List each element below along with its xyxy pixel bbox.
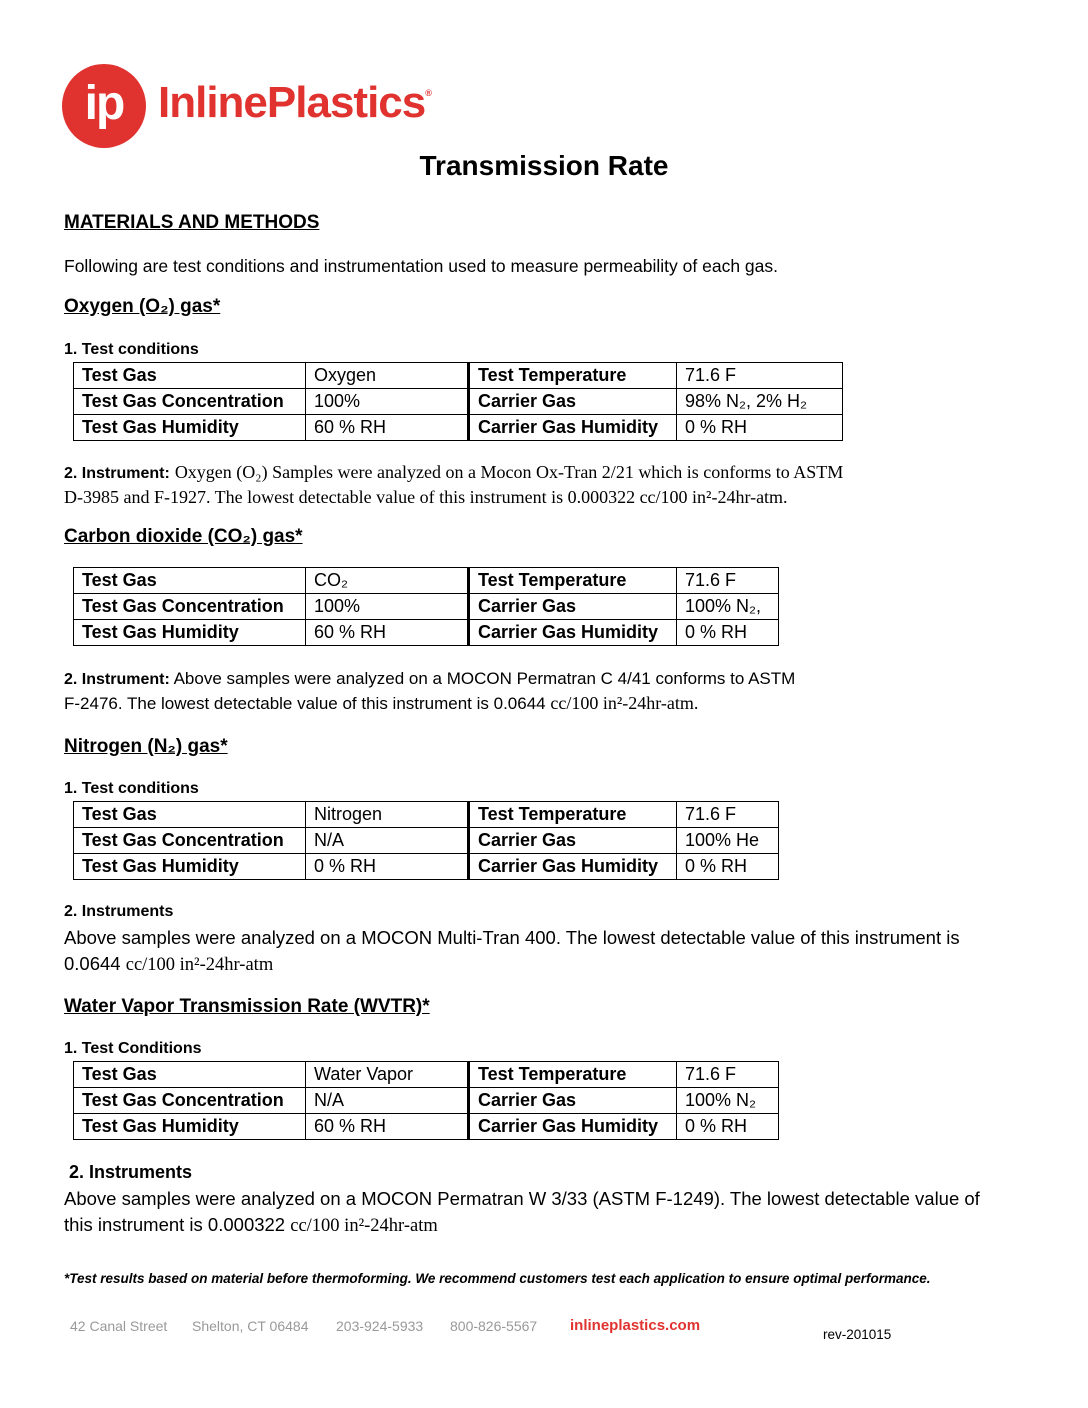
nitrogen-conditions-table <box>73 801 779 880</box>
table-cell: Test Gas <box>74 568 306 594</box>
table-row <box>74 854 779 880</box>
table-row <box>74 802 779 828</box>
table-cell: Carrier Gas <box>469 594 677 620</box>
company-logo <box>62 64 462 148</box>
nitrogen-conditions-label: 1. Test conditions <box>64 780 199 797</box>
table-row <box>74 1062 779 1088</box>
wvtr-instrument-label: 2. Instruments <box>69 1162 193 1182</box>
oxygen-conditions-label: 1. Test conditions <box>64 341 199 358</box>
oxygen-conditions-table <box>73 362 843 441</box>
table-cell: Test Temperature <box>469 568 677 594</box>
co2-instrument-line2 <box>64 693 698 714</box>
table-cell: 60 % RH <box>306 620 469 646</box>
table-cell: 100% <box>306 594 469 620</box>
table-cell: Test Gas Humidity <box>74 854 306 880</box>
revision-label: rev-201015 <box>823 1327 892 1342</box>
table-cell: 98% N₂, 2% H₂ <box>677 389 843 415</box>
table-cell: CO₂ <box>306 568 469 594</box>
nitrogen-instrument-line2b: cc/100 in²-24hr-atm <box>125 955 274 975</box>
table-row <box>74 828 779 854</box>
table-cell: Carrier Gas <box>469 389 677 415</box>
table-cell: 0 % RH <box>306 854 469 880</box>
table-cell: 0 % RH <box>677 620 779 646</box>
table-cell: Test Gas Concentration <box>74 828 306 854</box>
footer-city: Shelton, CT 06484 <box>192 1318 309 1334</box>
wvtr-instrument-line2 <box>64 1214 438 1237</box>
table-cell: Carrier Gas Humidity <box>469 854 677 880</box>
table-cell: Test Gas Concentration <box>74 389 306 415</box>
nitrogen-instrument-line2a: 0.0644 <box>64 953 121 974</box>
table-cell: Test Gas Humidity <box>74 415 306 441</box>
wvtr-conditions-table <box>73 1061 779 1140</box>
table-row <box>74 363 843 389</box>
table-cell: Carrier Gas Humidity <box>469 415 677 441</box>
materials-methods-heading: MATERIALS AND METHODS <box>64 212 320 233</box>
table-cell: 0 % RH <box>677 1114 779 1140</box>
table-row <box>74 1088 779 1114</box>
oxygen-instrument-line2: D-3985 and F-1927. The lowest detectable value of this instrument is 0.000322 cc/100 in²-24hr-atm. <box>64 487 788 507</box>
table-cell: N/A <box>306 828 469 854</box>
wvtr-heading: Water Vapor Transmission Rate (WVTR)* <box>64 996 430 1017</box>
table-cell: Test Gas <box>74 1062 306 1088</box>
table-cell: Test Gas Concentration <box>74 1088 306 1114</box>
oxygen-heading: Oxygen (O₂) gas* <box>64 296 221 317</box>
oxygen-instrument <box>64 462 843 483</box>
nitrogen-instrument-line2 <box>64 953 273 976</box>
co2-instrument-line2a: F-2476. The lowest detectable value of this instrument is 0.0644 <box>64 694 546 713</box>
table-cell: Test Gas Humidity <box>74 1114 306 1140</box>
wvtr-instrument-line1: Above samples were analyzed on a MOCON Permatran W 3/33 (ASTM F-1249). The lowest detectable value of <box>64 1188 980 1209</box>
table-row <box>74 389 843 415</box>
table-cell: Test Gas Humidity <box>74 620 306 646</box>
table-cell: 100% <box>306 389 469 415</box>
table-cell: Test Gas <box>74 363 306 389</box>
nitrogen-instrument-line1: Above samples were analyzed on a MOCON Multi-Tran 400. The lowest detectable value of this instrument is <box>64 927 960 948</box>
wvtr-instrument-line2b: cc/100 in²-24hr-atm <box>290 1216 438 1236</box>
table-cell: 71.6 F <box>677 363 843 389</box>
table-cell: Test Temperature <box>469 1062 677 1088</box>
table-cell: N/A <box>306 1088 469 1114</box>
co2-instrument-line1: Above samples were analyzed on a MOCON Permatran C 4/41 conforms to ASTM <box>173 669 796 688</box>
footer-address: 42 Canal Street <box>70 1318 168 1334</box>
table-cell: Carrier Gas Humidity <box>469 620 677 646</box>
table-cell: Nitrogen <box>306 802 469 828</box>
table-cell: Test Temperature <box>469 802 677 828</box>
table-cell: Carrier Gas Humidity <box>469 1114 677 1140</box>
table-cell: 60 % RH <box>306 1114 469 1140</box>
page-title: Transmission Rate <box>419 150 669 181</box>
table-row <box>74 594 779 620</box>
table-row <box>74 415 843 441</box>
wvtr-instrument-line2a: this instrument is 0.000322 <box>64 1214 286 1235</box>
table-row <box>74 1114 779 1140</box>
co2-instrument-line2b: cc/100 in²-24hr-atm. <box>550 693 699 713</box>
co2-instrument <box>64 669 795 689</box>
logo-mark: ip <box>62 64 146 148</box>
co2-instrument-label: 2. Instrument: <box>64 671 170 688</box>
table-cell: Test Gas <box>74 802 306 828</box>
table-cell: Oxygen <box>306 363 469 389</box>
logo-wordmark <box>158 78 431 128</box>
table-row <box>74 620 779 646</box>
footer-website-link[interactable]: inlineplastics.com <box>570 1317 701 1334</box>
footer-phone-2: 800-826-5567 <box>450 1318 538 1334</box>
table-cell: 100% He <box>677 828 779 854</box>
table-cell: 71.6 F <box>677 1062 779 1088</box>
table-cell: 0 % RH <box>677 415 843 441</box>
table-cell: Carrier Gas <box>469 1088 677 1114</box>
wvtr-conditions-label: 1. Test Conditions <box>64 1040 202 1057</box>
table-cell: 100% N₂ <box>677 1088 779 1114</box>
table-cell: Carrier Gas <box>469 828 677 854</box>
nitrogen-heading: Nitrogen (N₂) gas* <box>64 736 228 757</box>
table-cell: 71.6 F <box>677 568 779 594</box>
oxygen-instrument-line1: Oxygen (O₂) Samples were analyzed on a Mocon Ox-Tran 2/21 which is conforms to ASTM <box>174 462 844 482</box>
table-cell: 60 % RH <box>306 415 469 441</box>
co2-conditions-table <box>73 567 779 646</box>
table-cell: 0 % RH <box>677 854 779 880</box>
table-cell: Test Gas Concentration <box>74 594 306 620</box>
table-cell: 100% N₂, <box>677 594 779 620</box>
footer-phone-1: 203-924-5933 <box>336 1318 424 1334</box>
co2-heading: Carbon dioxide (CO₂) gas* <box>64 526 303 547</box>
table-cell: 71.6 F <box>677 802 779 828</box>
registered-mark: ® <box>425 88 431 98</box>
footnote: *Test results based on material before thermoforming. We recommend customers test each application to ensure optimal performance. <box>64 1271 931 1286</box>
table-row <box>74 568 779 594</box>
oxygen-instrument-label: 2. Instrument: <box>64 465 170 482</box>
table-cell: Test Temperature <box>469 363 677 389</box>
logo-name: InlinePlastics <box>158 78 426 127</box>
nitrogen-instrument-label: 2. Instruments <box>64 903 174 920</box>
intro-text: Following are test conditions and instrumentation used to measure permeability of each gas. <box>64 256 779 276</box>
table-cell: Water Vapor <box>306 1062 469 1088</box>
